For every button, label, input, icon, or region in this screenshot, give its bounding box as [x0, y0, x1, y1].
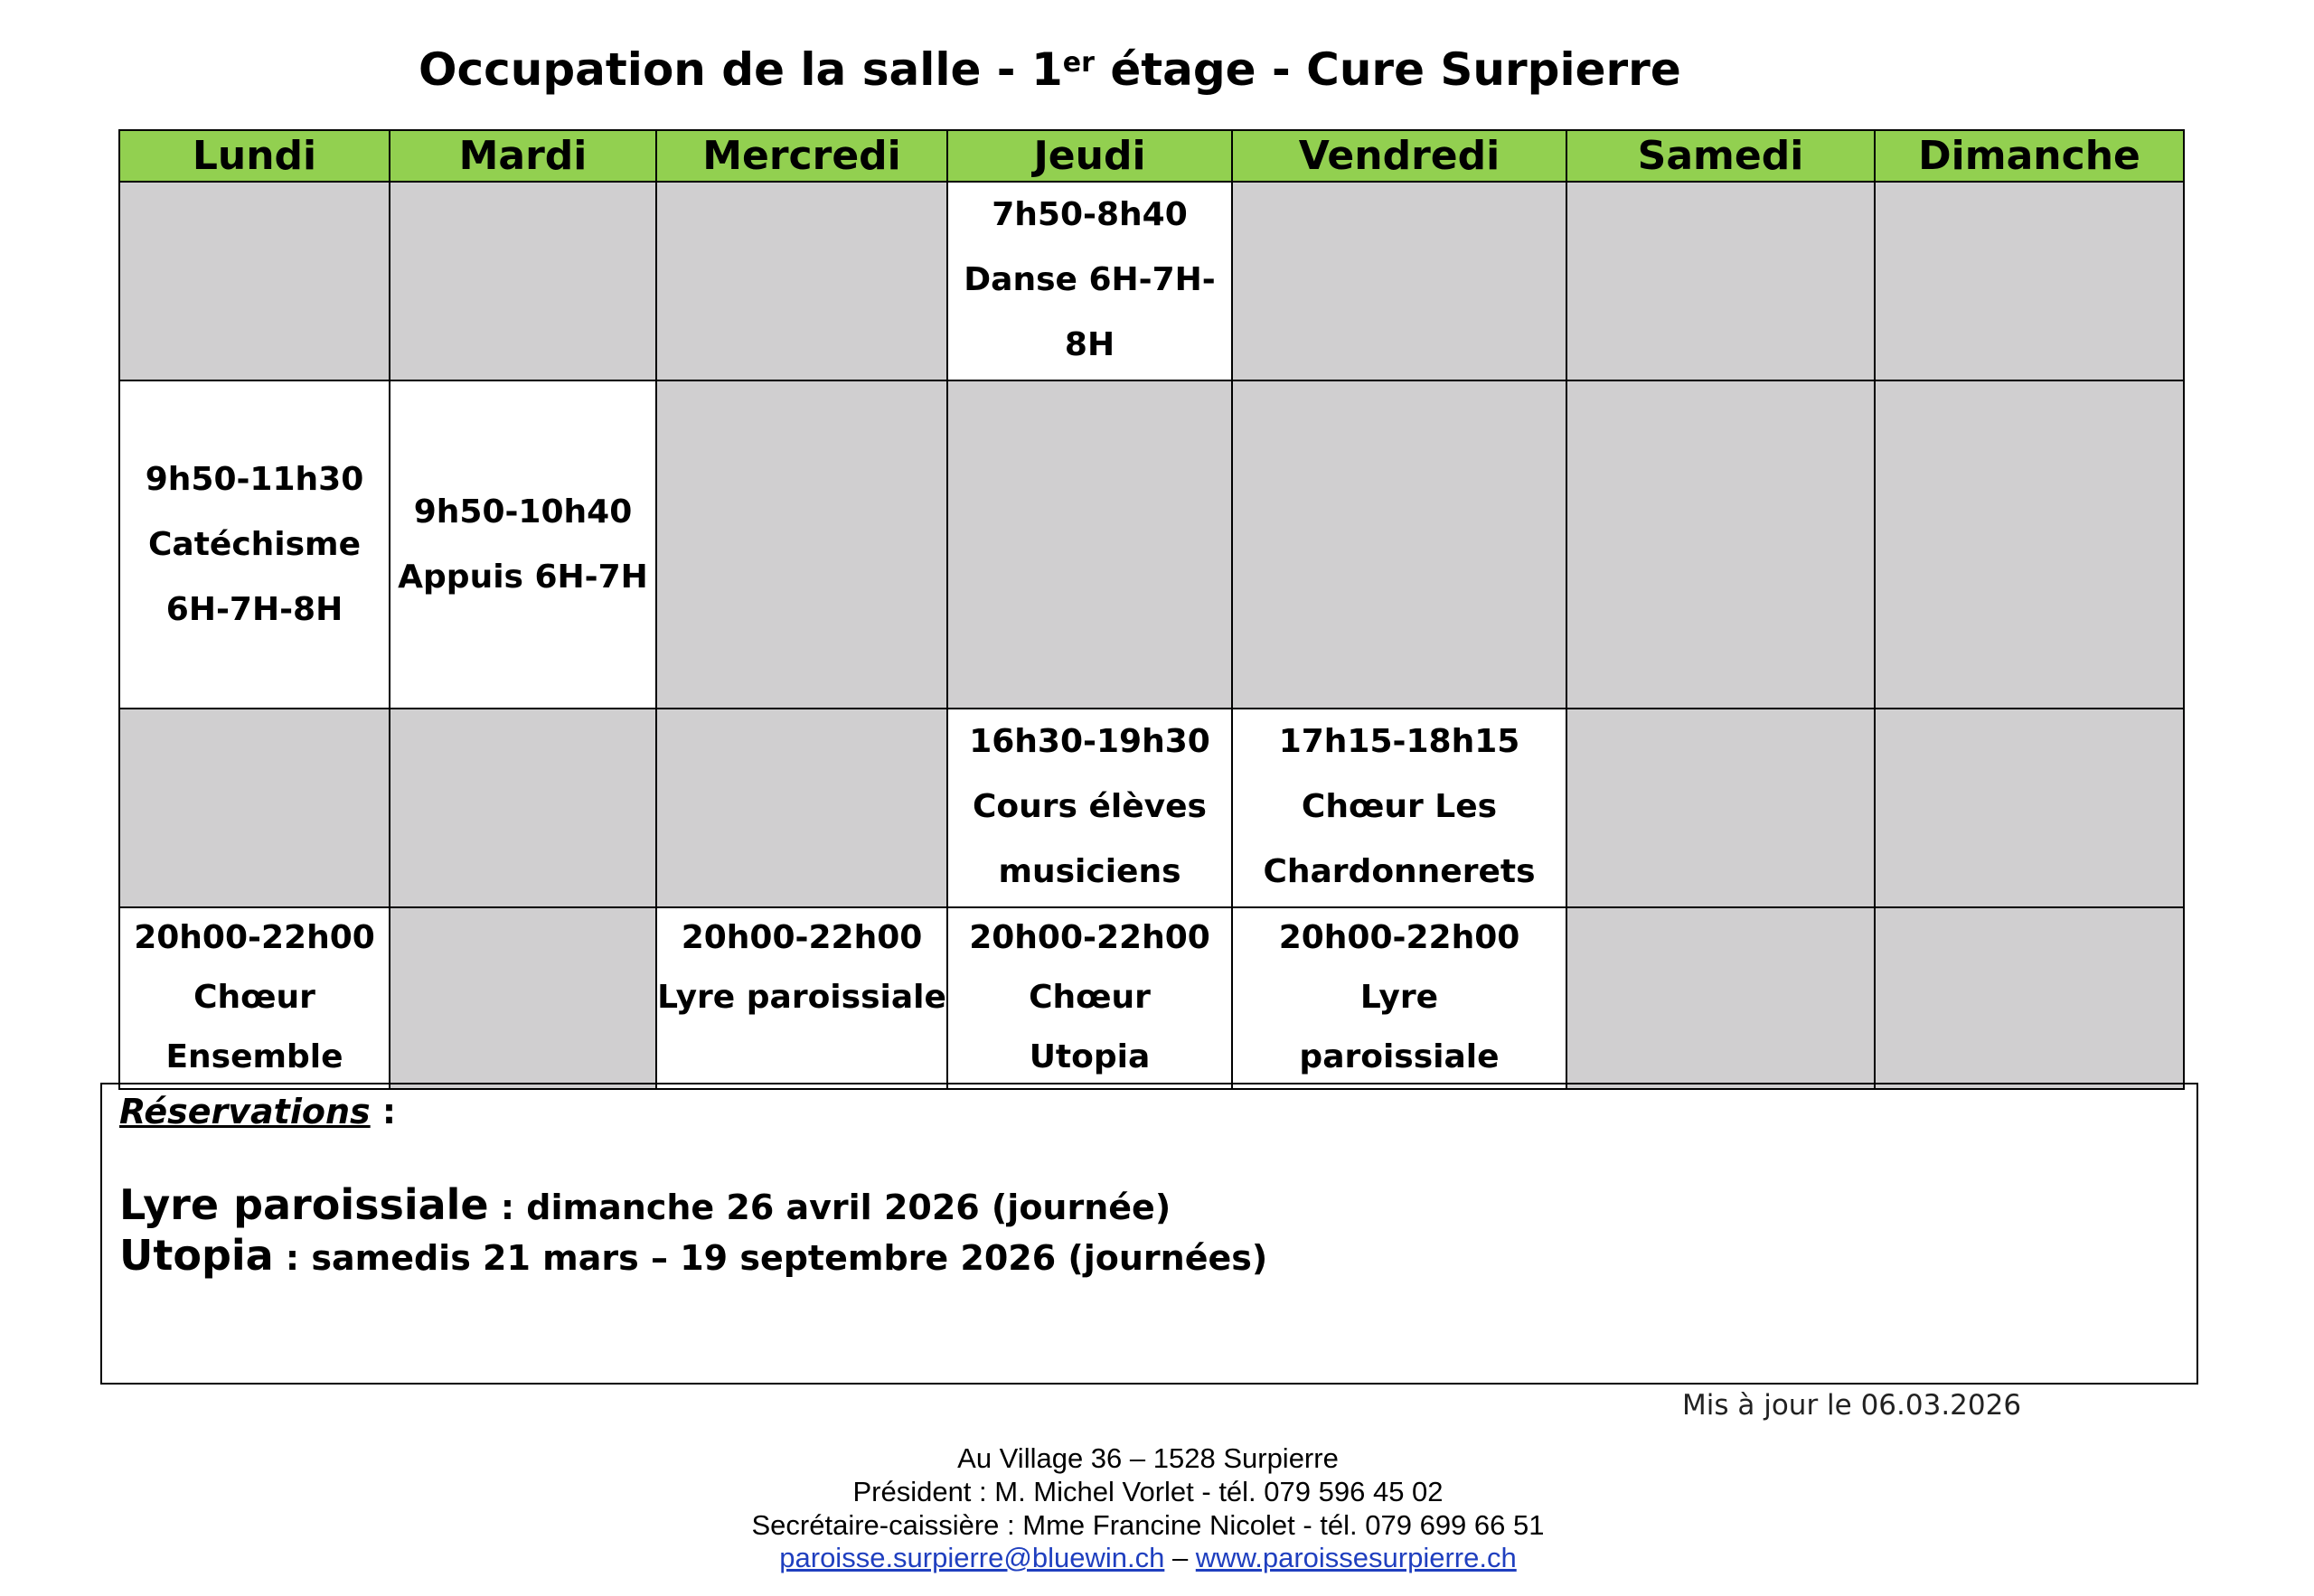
day-header: Vendredi [1232, 130, 1566, 182]
slot-text: Chœur Les [1301, 788, 1498, 825]
slot-text: Ensemble [165, 1038, 343, 1075]
free-slot-cell [656, 380, 947, 709]
slot-text: Chœur [1029, 979, 1151, 1016]
booked-slot-cell [1232, 907, 1566, 1089]
free-slot-cell [1875, 380, 2184, 709]
free-slot-cell [656, 182, 947, 380]
free-slot-cell [1875, 709, 2184, 907]
free-slot-cell [390, 907, 656, 1089]
page-title: Occupation de la salle - 1er étage - Cure Surpierre [419, 43, 1681, 96]
day-header: Lundi [119, 130, 390, 182]
slot-text: 20h00-22h00 [681, 919, 923, 956]
slot-text: paroissiale [1299, 1038, 1500, 1075]
free-slot-cell [1875, 182, 2184, 380]
free-slot-cell [390, 709, 656, 907]
day-header: Mardi [390, 130, 656, 182]
booked-slot-cell [390, 380, 656, 709]
table-row [119, 182, 2184, 380]
slot-text: 8H [1064, 326, 1115, 363]
footer-secretary: Secrétaire-caissière : Mme Francine Nicolet - tél. 079 699 66 51 [751, 1509, 1545, 1541]
free-slot-cell [119, 709, 390, 907]
booked-slot-cell [656, 907, 947, 1089]
booked-slot-cell [1232, 709, 1566, 907]
footer-address: Au Village 36 – 1528 Surpierre [957, 1442, 1339, 1474]
free-slot-cell [1566, 182, 1875, 380]
day-header-row [119, 130, 2184, 182]
free-slot-cell [1232, 380, 1566, 709]
table-row [119, 380, 2184, 709]
free-slot-cell [390, 182, 656, 380]
last-updated: Mis à jour le 06.03.2026 [1682, 1389, 2022, 1422]
slot-text: Appuis 6H-7H [398, 558, 648, 596]
slot-text: musiciens [998, 853, 1181, 890]
slot-text: 9h50-11h30 [145, 460, 364, 498]
free-slot-cell [1566, 380, 1875, 709]
footer-contact: paroisse.surpierre@bluewin.ch – www.paroissesurpierre.ch [779, 1542, 1517, 1573]
slot-text: 7h50-8h40 [992, 196, 1188, 233]
slot-text: 6H-7H-8H [165, 590, 343, 628]
footer-president: Président : M. Michel Vorlet - tél. 079 596 45 02 [852, 1476, 1444, 1507]
slot-text: Cours élèves [973, 788, 1207, 825]
slot-text: Utopia [1029, 1038, 1151, 1075]
slot-text: Lyre paroissiale [657, 979, 946, 1016]
reservations-heading: Réservations : [119, 1092, 397, 1131]
booked-slot-cell [947, 709, 1232, 907]
slot-text: 20h00-22h00 [134, 919, 375, 956]
booked-slot-cell [947, 182, 1232, 380]
slot-text: 16h30-19h30 [969, 723, 1210, 760]
free-slot-cell [1232, 182, 1566, 380]
day-header: Jeudi [947, 130, 1232, 182]
reservation-entry: Utopia : samedis 21 mars – 19 septembre 2026 (journées) [119, 1231, 1268, 1280]
email-link[interactable]: paroisse.surpierre@bluewin.ch [779, 1542, 1165, 1573]
free-slot-cell [947, 380, 1232, 709]
free-slot-cell [119, 182, 390, 380]
slot-text: Lyre [1359, 979, 1439, 1016]
slot-text: Catéchisme [147, 525, 361, 563]
free-slot-cell [1875, 907, 2184, 1089]
free-slot-cell [656, 709, 947, 907]
slot-text: Chœur [193, 979, 315, 1016]
reservation-entry: Lyre paroissiale : dimanche 26 avril 2026 (journée) [119, 1180, 1171, 1229]
table-row [119, 709, 2184, 907]
booked-slot-cell [119, 907, 390, 1089]
free-slot-cell [1566, 907, 1875, 1089]
day-header: Samedi [1566, 130, 1875, 182]
table-row [119, 907, 2184, 1089]
booked-slot-cell [119, 380, 390, 709]
slot-text: 20h00-22h00 [969, 919, 1210, 956]
slot-text: 20h00-22h00 [1278, 919, 1520, 956]
booked-slot-cell [947, 907, 1232, 1089]
slot-text: Chardonnerets [1263, 853, 1536, 890]
free-slot-cell [1566, 709, 1875, 907]
day-header: Mercredi [656, 130, 947, 182]
slot-text: 17h15-18h15 [1278, 723, 1520, 760]
slot-text: Danse 6H-7H- [964, 261, 1216, 298]
schedule-table [118, 129, 2185, 1090]
slot-text: 9h50-10h40 [413, 493, 633, 530]
website-link[interactable]: www.paroissesurpierre.ch [1195, 1542, 1517, 1573]
day-header: Dimanche [1875, 130, 2184, 182]
reservations-box [100, 1083, 2198, 1385]
